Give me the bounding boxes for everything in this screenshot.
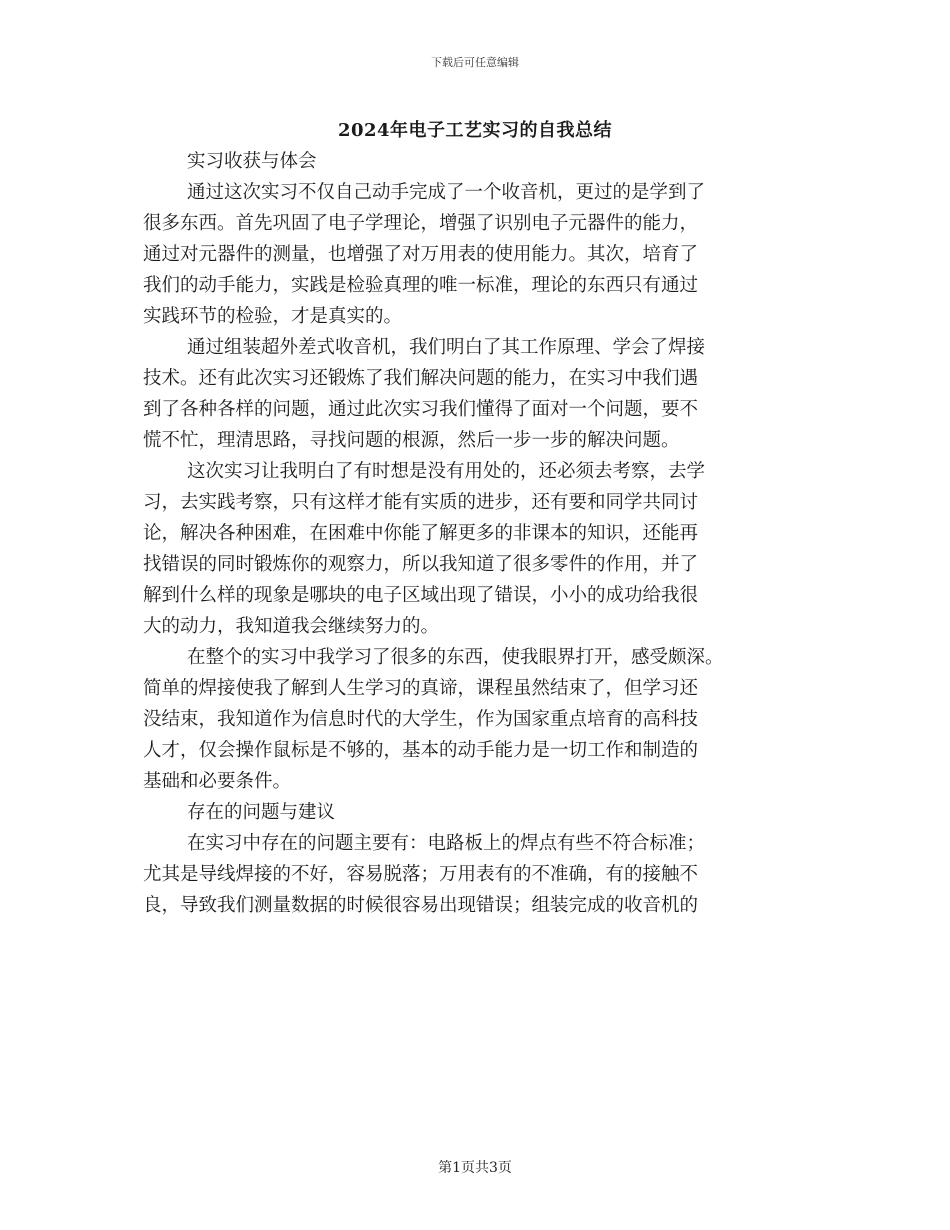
text-line: 找错误的同时锻炼你的观察力，所以我知道了很多零件的作用，并了 [143, 554, 699, 575]
text-line: 简单的焊接使我了解到人生学习的真谛，课程虽然结束了，但学习还 [143, 678, 699, 699]
text-line: 慌不忙，理清思路，寻找问题的根源，然后一步一步的解决问题。 [143, 430, 680, 451]
text-line: 论，解决各种困难，在困难中你能了解更多的非课本的知识，还能再 [143, 523, 699, 544]
text-line: 习，去实践考察，只有这样才能有实质的进步，还有要和同学共同讨 [143, 492, 699, 513]
page-header-note: 下载后可任意编辑 [431, 56, 519, 69]
text-line: 存在的问题与建议 [187, 802, 336, 823]
text-line: 尤其是导线焊接的不好，容易脱落；万用表有的不准确，有的接触不 [143, 864, 699, 885]
text-line: 解到什么样的现象是哪块的电子区域出现了错误，小小的成功给我很 [143, 585, 699, 606]
text-line: 良，导致我们测量数据的时候很容易出现错误；组装完成的收音机的 [143, 895, 699, 916]
text-line: 在实习中存在的问题主要有：电路板上的焊点有些不符合标准； [187, 833, 706, 854]
text-line: 实践环节的检验，才是真实的。 [143, 306, 403, 327]
text-line: 很多东西。首先巩固了电子学理论，增强了识别电子元器件的能力， [143, 213, 699, 234]
text-line: 这次实习让我明白了有时想是没有用处的，还必须去考察，去学 [187, 461, 706, 482]
text-line: 技术。还有此次实习还锻炼了我们解决问题的能力，在实习中我们遇 [143, 368, 699, 389]
text-line: 通过对元器件的测量，也增强了对万用表的使用能力。其次，培育了 [143, 244, 699, 265]
text-line: 在整个的实习中我学习了很多的东西，使我眼界打开，感受颇深。 [187, 647, 724, 668]
text-line: 通过这次实习不仅自己动手完成了一个收音机，更过的是学到了 [187, 182, 706, 203]
text-line: 大的动力，我知道我会继续努力的。 [143, 616, 440, 637]
text-line: 没结束，我知道作为信息时代的大学生，作为国家重点培育的高科技 [143, 709, 699, 730]
document-body [143, 146, 807, 921]
text-line: 实习收获与体会 [187, 151, 317, 172]
text-line: 通过组装超外差式收音机，我们明白了其工作原理、学会了焊接 [187, 337, 706, 358]
page-number: 第1页共3页 [438, 1160, 512, 1176]
text-line: 我们的动手能力，实践是检验真理的唯一标准，理论的东西只有通过 [143, 275, 699, 296]
text-line: 基础和必要条件。 [143, 771, 292, 792]
text-line: 到了各种各样的问题，通过此次实习我们懂得了面对一个问题，要不 [143, 399, 699, 420]
text-line: 人才，仅会操作鼠标是不够的，基本的动手能力是一切工作和制造的 [143, 740, 699, 761]
document-title: 2024年电子工艺实习的自我总结 [337, 120, 613, 141]
